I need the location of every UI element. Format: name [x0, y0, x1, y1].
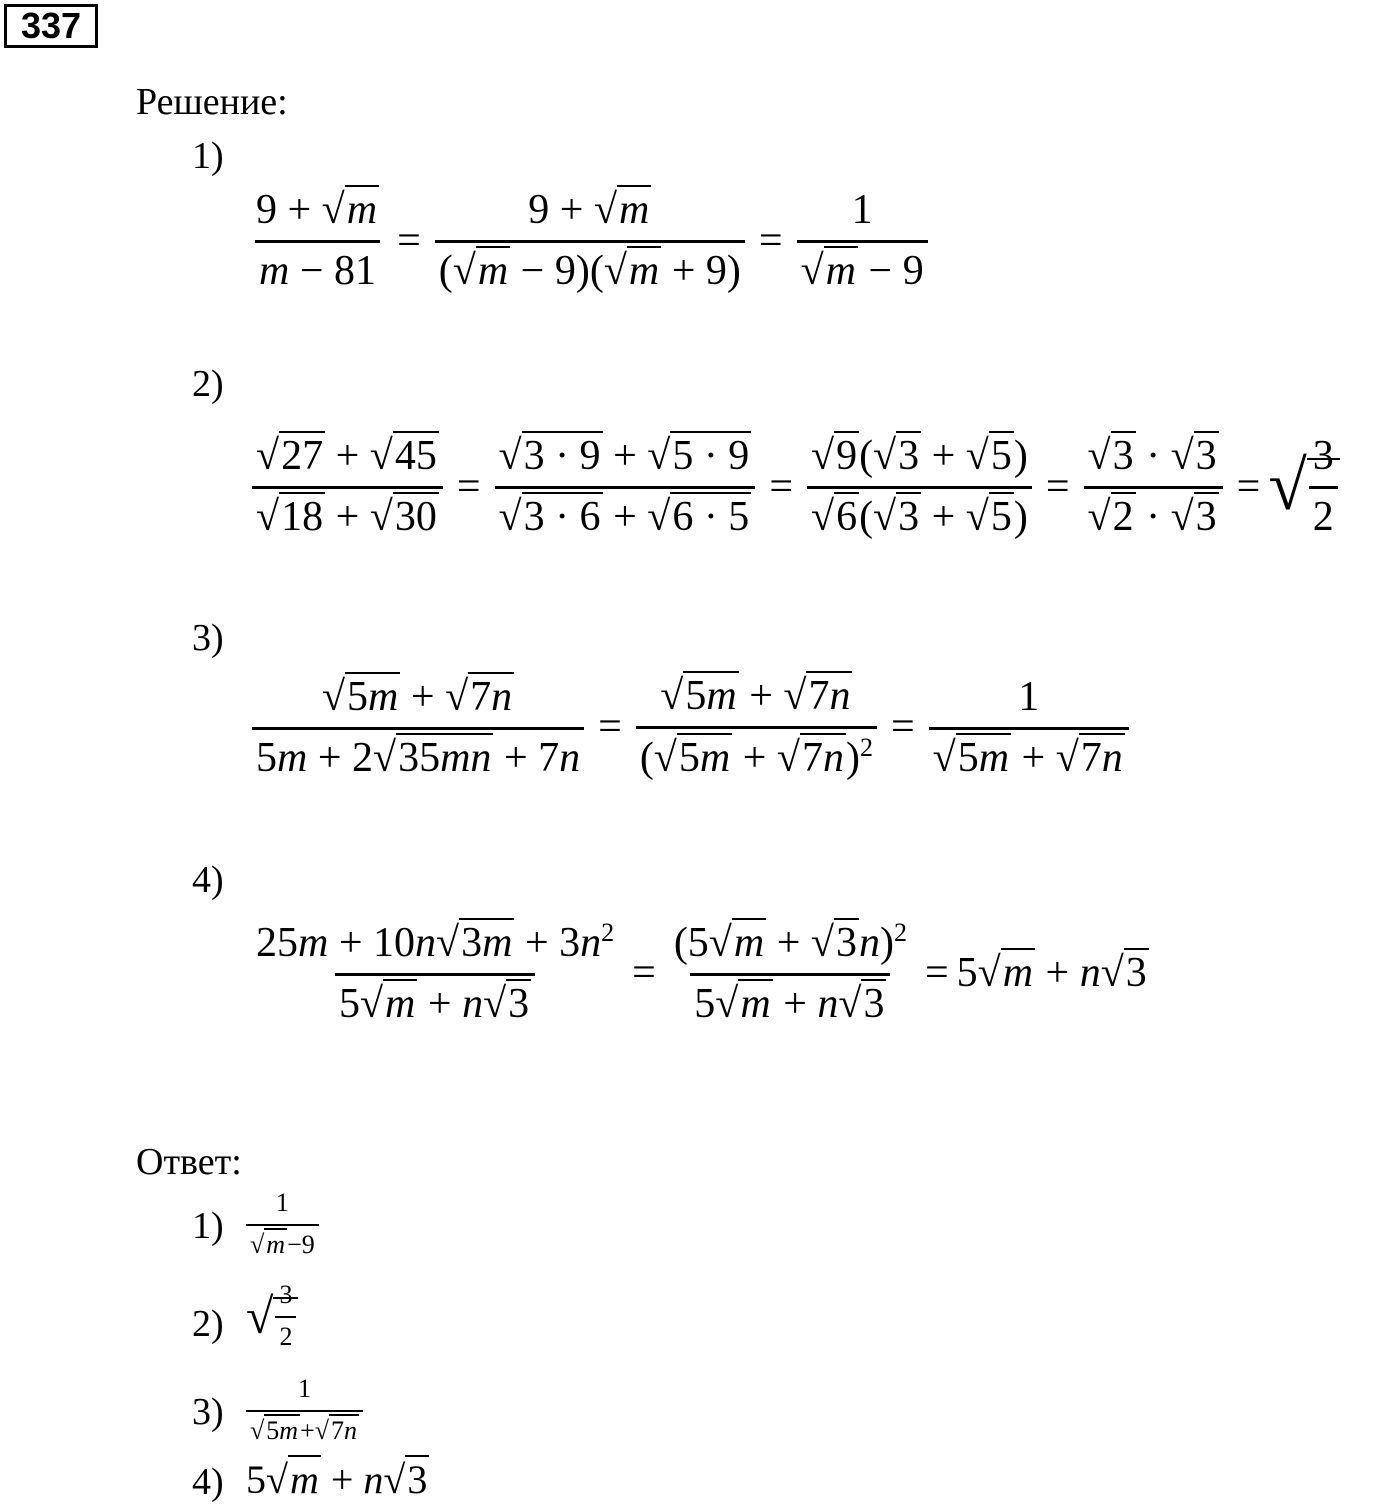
- answer-1-label: 1): [192, 1205, 224, 1247]
- answer-1: $\frac{1}{√m-9}$: [246, 1188, 319, 1260]
- solution-heading: Решение:: [136, 81, 288, 123]
- answer-3-label: 3): [192, 1391, 224, 1433]
- problem-number: 337: [4, 4, 98, 48]
- equation-1: $\frac{9 + √m}{m - 81}$ = $\frac{9 + √m}{(√m - 9)(√m + 9)}$ = $\frac{1}{√m - 9}$: [246, 186, 934, 295]
- item-3-label: 3): [192, 617, 224, 659]
- answer-heading: Ответ:: [136, 1141, 242, 1183]
- equation-4: $\frac{25m + 10n√3m + 3n^2}{5√m + n√3}$ = $\frac{(5√m + √3n)^2}{5√m + n√3}$ = 5√m + n√3: [256, 918, 1147, 1027]
- answer-4-label: 4): [192, 1461, 224, 1503]
- answer-2-label: 2): [192, 1303, 224, 1345]
- answer-2: √ $\frac{3}{2}$: [246, 1280, 298, 1352]
- item-4-label: 4): [192, 859, 224, 901]
- equation-3: $\frac{√5m + √7n}{5m + 2√35mn + 7n}$ = $\frac{√5m + √7n}{(√5m + √7n)^2}$ = $\frac{1}{√5m + √7n}$: [246, 672, 1135, 782]
- equation-2: $\frac{√27 + √45}{√18 + √30}$ = $\frac{√3 \cdot 9 + √5 \cdot 9}{√3 \cdot 6 + √6 \cdot 5}$ = $\frac{√9(√3 + √5)}{√6(√3 + √5)}$ = $\frac{√3 \cdot √3}{√2 \cdot √3}$ = √ $\frac{3}{2}$: [246, 432, 1340, 541]
- answer-4: 5√m + n√3: [246, 1457, 428, 1502]
- item-1-label: 1): [192, 135, 224, 177]
- item-2-label: 2): [192, 363, 224, 405]
- answer-3: $\frac{1}{√5m+√7n}$: [246, 1374, 363, 1446]
